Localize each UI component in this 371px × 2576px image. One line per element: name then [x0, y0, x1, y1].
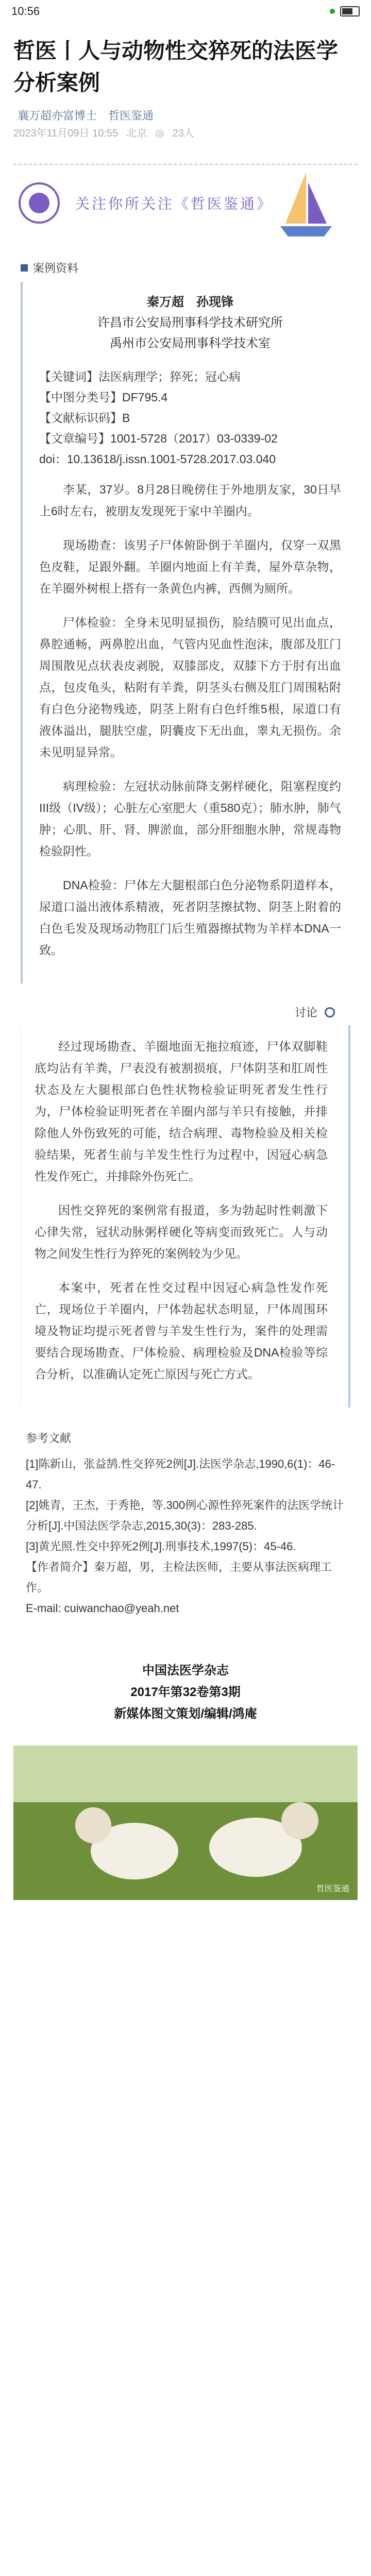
follow-banner: [13, 157, 358, 249]
doi: doi：10.13618/j.issn.1001-5728.2017.03.040: [39, 452, 276, 466]
journal-info: [0, 1660, 371, 1725]
reference-item: [3]黄光照.性交中猝死2例[J].刑事技术,1997(5)：45-46.: [26, 1540, 296, 1553]
author-org-2: 禹州市公安局刑事科学技术室: [110, 336, 271, 350]
journal-issue: 2017年第32卷第3期: [130, 1685, 241, 1699]
sailboat-icon: [275, 167, 337, 244]
readers-icon: ◎: [155, 128, 164, 139]
article-meta-secondary: [13, 125, 358, 142]
reference-item: [1]陈新山，张益鹄.性交猝死2例[J].法医学杂志,1990,6(1)：46-47.: [26, 1458, 335, 1491]
discussion-section: [21, 1025, 350, 1408]
article-info: [39, 366, 341, 469]
case-section-title: 案例资料: [33, 262, 79, 275]
document-code: 【文献标识码】B: [39, 411, 130, 425]
logo-icon: [19, 182, 60, 224]
references: [26, 1428, 350, 1619]
photo-background: [13, 1745, 358, 1802]
case-paragraph: DNA检验：尸体左大腿根部白色分泌物系阴道样本，尿道口溢出液体系精液，死者阴茎擦拭物、阴茎上附着的白色毛发及现场动物肛门后生殖器擦拭物为羊样本DNA一致。: [39, 878, 341, 957]
article: [0, 23, 371, 249]
author-email[interactable]: E-mail: cuiwanchao@yeah.net: [26, 1602, 179, 1615]
status-icons: [330, 6, 360, 16]
discussion-paragraph: 因性交猝死的案例常有报道，多为勃起时性刺激下心律失常，冠状动脉粥样硬化等病变而致死亡。人与动物之间发生性行为猝死的案例较为少见。: [35, 1204, 328, 1260]
readers-count: 23人: [172, 128, 194, 139]
lamb-head: [75, 1807, 111, 1843]
publish-date: 2023年11月09日 10:55: [13, 128, 119, 139]
account-link[interactable]: 哲医鉴通: [108, 109, 154, 122]
case-paragraph: 病理检验：左冠状动脉前降支粥样硬化，阻塞程度约III级（IV级）；心脏左心室肥大（重580克）；肺水肿，肺气肿；心肌、肝、肾、脾淤血，部分肝细胞水肿，常规毒物检验阴性。: [39, 779, 341, 858]
discussion-paragraph: 本案中，死者在性交过程中因冠心病急性发作死亡，现场位于羊圈内，尸体勃起状态明显，尸体周围环境及物证均提示死者曾与羊发生性行为，案件的处理需要结合现场勘查、尸体检验、病理检验及DNA检验等综合分析，以准确认定死亡原因与死亡方式。: [35, 1281, 328, 1381]
author-bio: 【作者简介】秦万超，男，主检法医师，主要从事法医病理工作。: [26, 1561, 332, 1594]
keywords: 【关键词】法医病理学；猝死；冠心病: [39, 370, 241, 383]
banner-text: 关注你所关注《哲医鉴通》: [75, 195, 274, 212]
author-block: [39, 292, 341, 354]
discussion-title: 讨论: [294, 1006, 317, 1019]
journal-name: 中国法医学杂志: [142, 1664, 229, 1677]
case-section: [21, 282, 356, 984]
article-title: 哲医丨人与动物性交猝死的法医学分析案例: [13, 39, 339, 95]
publish-location: 北京: [126, 128, 147, 139]
case-paragraph: 尸体检验：全身未见明显损伤，脸结膜可见出血点，鼻腔通畅，两鼻腔出血，气管内见血性泡沫，腹部及肛门周围散见点状表皮剥脱，双膝部皮，双膝下方于肘有出血点，包皮龟头，粘附有羊粪，阴茎头右侧及肛门周围粘附有白色分泌物残迹，阴茎上附有白色纤维5根，尿道口有液体溢出，腿肤空虚，阴囊皮下无出血，睾丸无损伤。余未见明显异常。: [39, 616, 341, 759]
lamb-head: [281, 1802, 318, 1839]
battery-icon: [340, 6, 360, 16]
author-link[interactable]: 襄万超亦富博士: [18, 109, 97, 122]
discussion-paragraph: 经过现场勘查、羊圈地面无拖拉痕迹，尸体双脚鞋底均沾有羊粪，尸表没有被割损痕，尸体阴茎和肛周性状态及左大腿根部白色性状物检验证明死者发生性行为，尸体检验证明死者在羊圈内部与羊只有接触，并排除他人外伤致死的可能，结合病理、毒物检验及相关检验结果，死者生前与羊发生性行为过程中，因冠心病急性发作死亡，并排除外伤死亡。: [35, 1040, 328, 1183]
case-authors: 秦万超 孙现锋: [147, 295, 233, 309]
case-paragraph: 李某，37岁。8月28日晚傍住于外地朋友家，30日早上6时左右，被朋友发现死于家中羊圈内。: [39, 483, 341, 518]
case-paragraph: 现场勘查：该男子尸体俯卧倒于羊圈内，仅穿一双黑色皮鞋，足跟外翻。羊圈内地面上有羊粪，屋外草杂物，在羊圈外树根上搭有一条黄色内裤，西侧为厕所。: [39, 538, 341, 595]
watermark: 哲医鉴通: [316, 1885, 349, 1893]
circle-bullet-icon: [325, 1007, 335, 1018]
article-number: 【文章编号】1001-5728（2017）03-0339-02: [39, 432, 278, 445]
article-meta: [13, 107, 358, 125]
reference-item: [2]姚青，王杰，于秀艳，等.300例心源性猝死案件的法医学统计分析[J].中国法医学杂志,2015,30(3)：283-285.: [26, 1499, 344, 1532]
discussion-header: [0, 1004, 335, 1020]
class-number: 【中图分类号】DF795.4: [39, 391, 168, 404]
case-section-header: [21, 260, 371, 276]
status-bar: [0, 0, 371, 23]
lambs-photo: [13, 1745, 358, 1900]
banner-divider: [13, 164, 358, 165]
square-bullet-icon: [21, 264, 28, 272]
author-org-1: 许昌市公安局刑事科学技术研究所: [97, 316, 283, 330]
editor-credit: 新媒体图文策划/编辑/鸿庵: [114, 1707, 257, 1721]
signal-icon: [330, 9, 335, 14]
references-title: 参考文献: [26, 1432, 72, 1445]
status-time: 10:56: [11, 5, 40, 18]
